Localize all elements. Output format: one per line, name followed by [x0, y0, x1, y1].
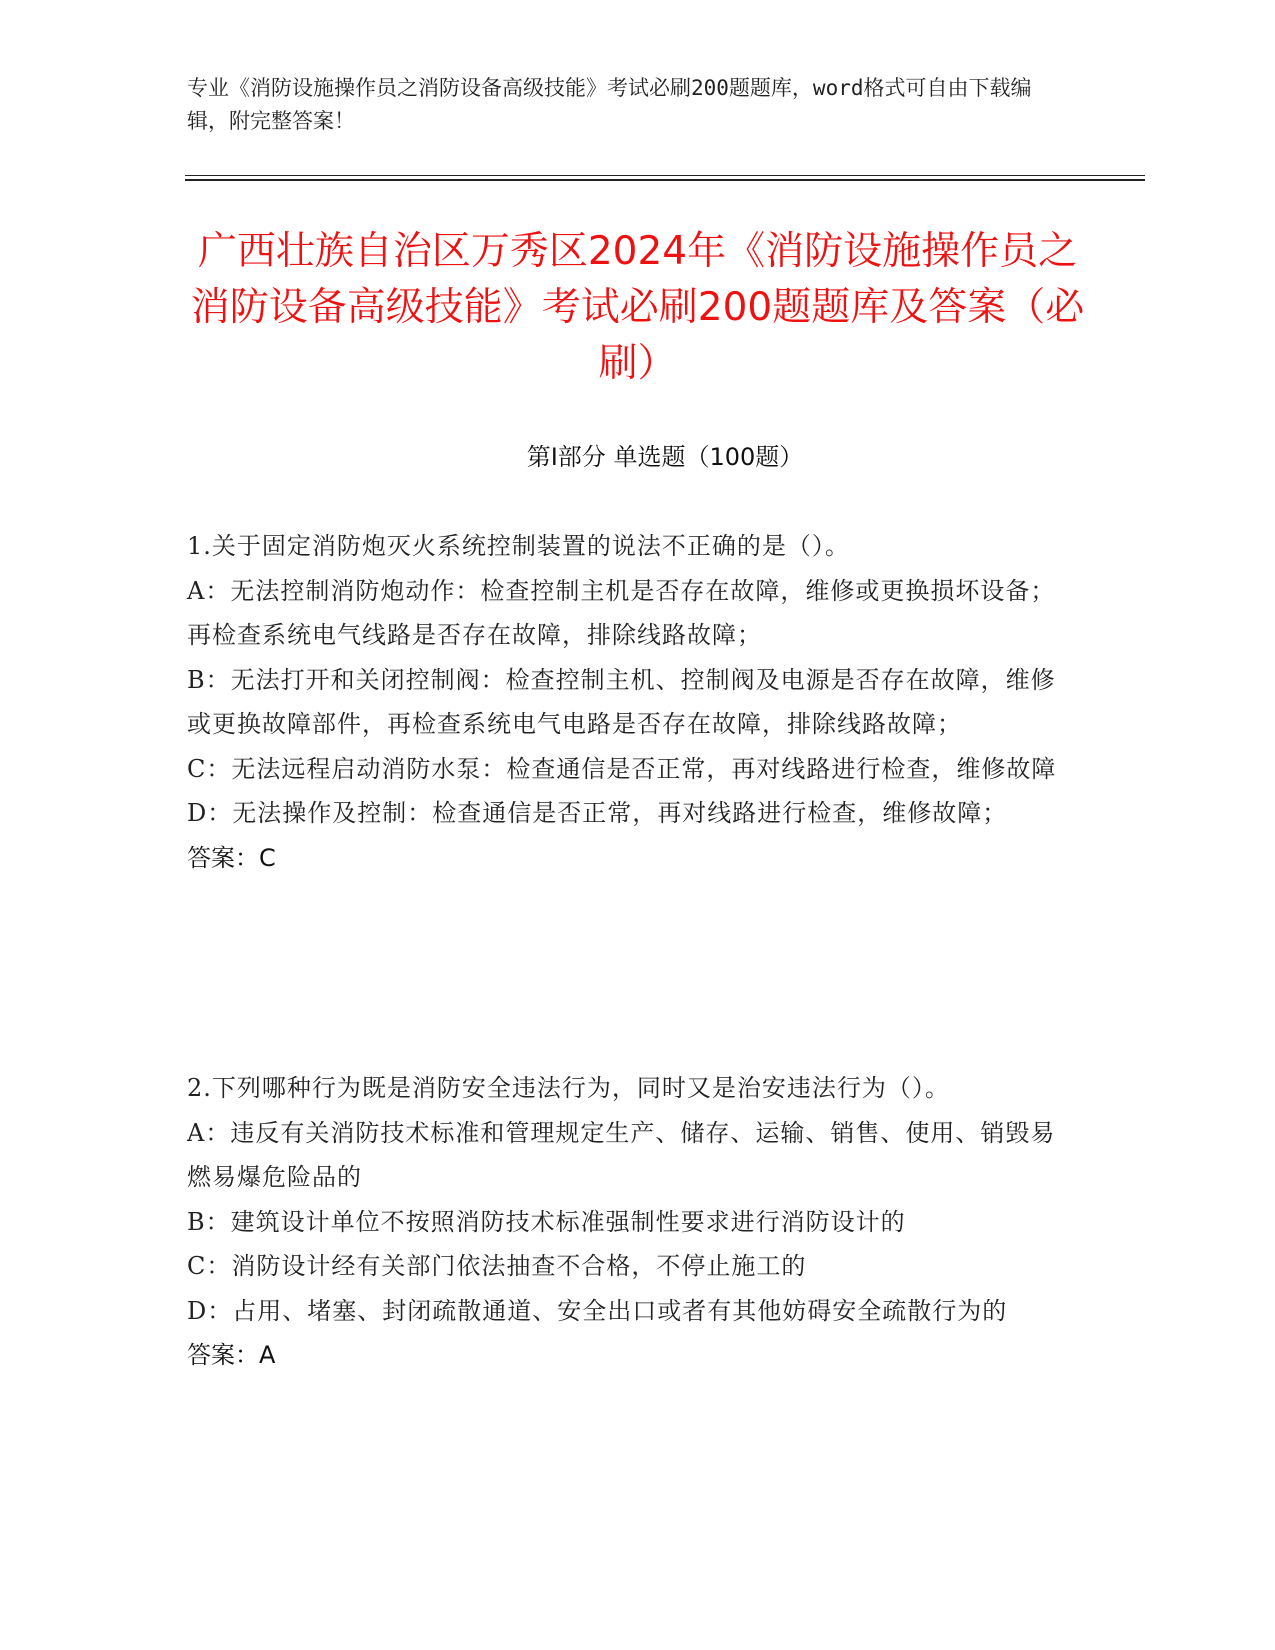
- option-d: D：占用、堵塞、封闭疏散通道、安全出口或者有其他妨碍安全疏散行为的: [187, 1296, 1008, 1325]
- header-divider-thin: [185, 175, 1145, 176]
- question-stem: 2.下列哪种行为既是消防安全违法行为，同时又是治安违法行为（）。: [187, 1074, 950, 1102]
- document-title: 广西壮族自治区万秀区2024年《消防设施操作员之消防设备高级技能》考试必刷200题题库及答案（必刷）: [190, 229, 1085, 386]
- option-b: B：建筑设计单位不按照消防技术标准强制性要求进行消防设计的: [187, 1207, 906, 1236]
- question-1: [187, 524, 1067, 880]
- option-c: C：消防设计经有关部门依法抽查不合格，不停止施工的: [187, 1252, 807, 1280]
- option-b: B：无法打开和关闭控制阀：检查控制主机、控制阀及电源是否存在故障，维修或更换故障部件，再检查系统电气电路是否存在故障，排除线路故障；: [187, 665, 1056, 738]
- answer-line: 答案：A: [187, 1341, 276, 1369]
- option-a: A：无法控制消防炮动作：检查控制主机是否存在故障，维修或更换损坏设备；再检查系统电气线路是否存在故障，排除线路故障；: [187, 576, 1056, 649]
- option-c: C：无法远程启动消防水泵：检查通信是否正常，再对线路进行检查，维修故障: [187, 754, 1057, 783]
- option-a: A：违反有关消防技术标准和管理规定生产、储存、运输、销售、使用、销毁易燃易爆危险品的: [187, 1118, 1056, 1191]
- section-heading: 第I部分 单选题（100题）: [526, 443, 804, 471]
- header-note: 专业《消防设施操作员之消防设备高级技能》考试必刷200题题库，word格式可自由下载编辑，附完整答案！: [187, 76, 1032, 133]
- question-stem: 1.关于固定消防炮灭火系统控制装置的说法不正确的是（）。: [187, 532, 850, 560]
- answer-line: 答案：C: [187, 843, 276, 872]
- header-divider-thick: [185, 179, 1145, 181]
- question-2: [187, 1066, 1067, 1378]
- option-d: D：无法操作及控制：检查通信是否正常，再对线路进行检查，维修故障；: [187, 799, 1008, 827]
